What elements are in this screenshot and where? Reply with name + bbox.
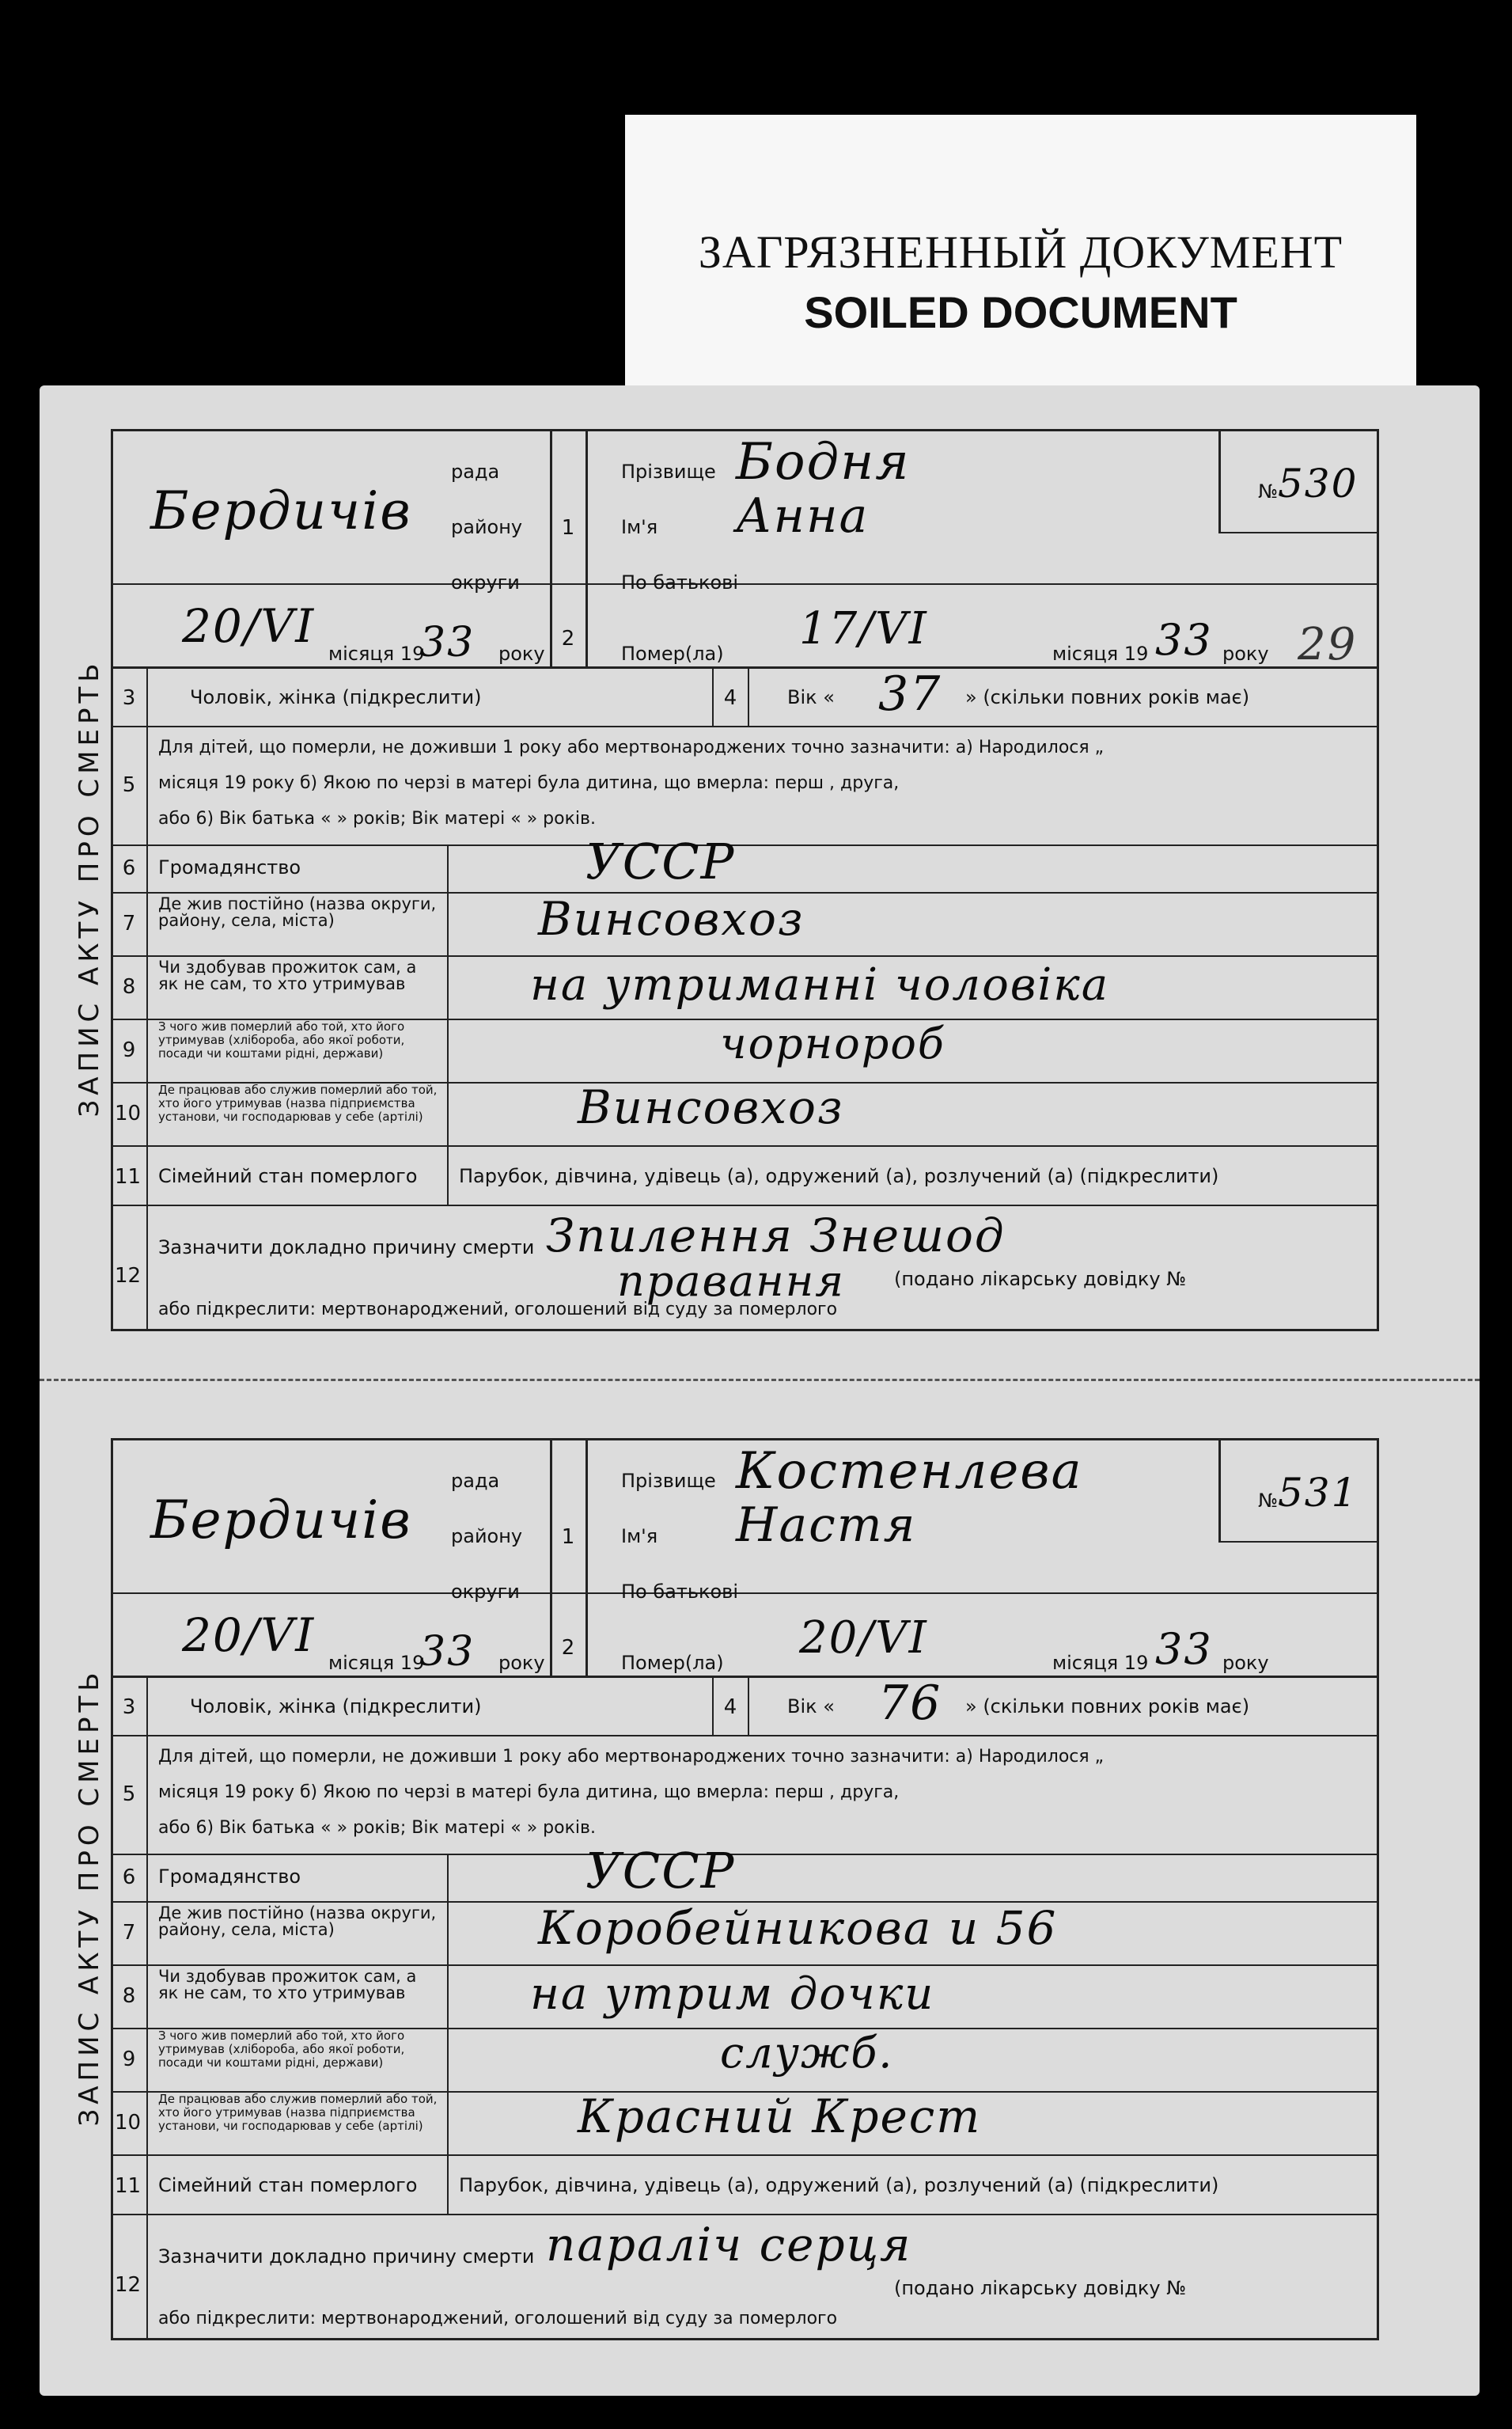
row-number: 3 xyxy=(122,1695,136,1719)
death-record-sheet xyxy=(40,385,1480,2396)
handwritten-number: 531 xyxy=(1278,1470,1359,1516)
header-row1 xyxy=(111,583,1377,585)
label-workplace: Де працював або служив померлий або той, хто його утримував (назва підприємства установи, чи господарював у себе (артілі) xyxy=(158,1083,438,1124)
label-income: З чого жив померлий або той, хто його утримував (хлібороба, або якої роботи, посади чи коштами рідні, держави) xyxy=(158,1019,405,1061)
label-sex: Чоловік, жінка (підкреслити) xyxy=(190,686,482,708)
label-income: З чого жив померлий або той, хто його утримував (хлібороба, або якої роботи, посади чи коштами рідні, держави) xyxy=(158,2029,405,2070)
handwritten-workplace: Винсовхоз xyxy=(578,1080,844,1134)
label-surname: Прізвище xyxy=(621,1470,716,1492)
label-citizenship: Громадянство xyxy=(158,856,301,879)
divider-a xyxy=(550,429,552,666)
label-marital-options: Парубок, дівчина, удівець (а), одружений (а), розлучений (а) (підкреслити) xyxy=(459,2174,1219,2196)
row-number: 2 xyxy=(561,1636,575,1660)
label-okrugy: округи xyxy=(451,1581,520,1603)
row-number: 5 xyxy=(122,1782,136,1806)
label-died-month: місяця 19 xyxy=(1052,1652,1149,1674)
handwritten-death-year: 33 xyxy=(1155,1624,1213,1674)
label-died: Помер(ла) xyxy=(621,1652,724,1674)
age-col-b xyxy=(748,1676,749,1735)
row-sep-1 xyxy=(111,1854,1377,1855)
side-title xyxy=(40,1442,142,2352)
handwritten-income: чорнороб xyxy=(720,1019,945,1068)
handwritten-age: 37 xyxy=(878,666,942,722)
label-roku: року xyxy=(498,643,545,665)
handwritten-reg-date: 20/VI xyxy=(182,599,316,653)
handwritten-surname: Костенлева xyxy=(736,1442,1083,1501)
label-age-end: » (скільки повних років має) xyxy=(965,1695,1250,1717)
row-number: 6 xyxy=(122,1865,136,1889)
row-number: 8 xyxy=(122,975,136,999)
frame-bottom xyxy=(111,2338,1377,2340)
age-col-a xyxy=(712,1676,714,1735)
label-livelihood: Чи здобував прожиток сам, а як не сам, то хто утримував xyxy=(158,1967,417,2002)
label-residence: Де жив постійно (назва округи, району, села, міста) xyxy=(158,894,437,930)
row-sep-3 xyxy=(111,1964,1377,1966)
row-number: 4 xyxy=(723,1695,737,1719)
row-number: 4 xyxy=(723,686,737,710)
label-residence: Де жив постійно (назва округи, району, села, міста) xyxy=(158,1903,437,1939)
label-marital: Сімейний стан померлого xyxy=(158,2174,418,2196)
row-number: 12 xyxy=(115,2273,142,2297)
row-number: 9 xyxy=(122,2048,136,2071)
label-age: Вік « xyxy=(787,1695,835,1717)
label-died-month: місяця 19 xyxy=(1052,643,1149,665)
label-no: № xyxy=(1258,1490,1278,1512)
label-rayon: району xyxy=(451,1525,523,1547)
handwritten-citizenship: УССР xyxy=(585,833,736,890)
handwritten-income: служб. xyxy=(720,2028,894,2078)
label-cause: Зазначити докладно причину смерти xyxy=(158,2245,535,2268)
side-title xyxy=(40,433,142,1343)
handwritten-margin-note: 29 xyxy=(1298,619,1358,670)
label-month-year: місяця 19 xyxy=(328,1652,425,1674)
label-sex: Чоловік, жінка (підкреслити) xyxy=(190,1695,482,1717)
row-sep-0 xyxy=(111,726,1377,727)
label-citizenship: Громадянство xyxy=(158,1865,301,1888)
label-cause-note: (подано лікарську довідку № xyxy=(894,1268,1187,1290)
stamp-english-text: SOILED DOCUMENT xyxy=(804,287,1237,337)
label-children-3: або 6) Вік батька « » років; Вік матері « » років. xyxy=(158,1818,596,1838)
frame-left xyxy=(111,1438,113,2340)
row-number: 10 xyxy=(115,1102,142,1125)
handwritten-reg-date: 20/VI xyxy=(182,1608,316,1662)
handwritten-citizenship: УССР xyxy=(585,1842,736,1900)
soiled-document-stamp xyxy=(625,115,1416,388)
label-age: Вік « xyxy=(787,686,835,708)
label-children-2: місяця 19 року б) Якою по черзі в матері була дитина, що вмерла: перш , друга, xyxy=(158,773,900,793)
row-sep-3 xyxy=(111,955,1377,957)
label-marital-options: Парубок, дівчина, удівець (а), одружений (а), розлучений (а) (підкреслити) xyxy=(459,1165,1219,1187)
row-number: 11 xyxy=(115,1165,142,1189)
label-col xyxy=(447,1854,449,2214)
label-children-1: Для дітей, що померли, не доживши 1 року або мертвонароджених точно зазначити: а) Народилося „ xyxy=(158,738,1105,757)
handwritten-reg-year: 33 xyxy=(419,1628,476,1676)
row-number: 1 xyxy=(561,516,575,540)
row-number: 12 xyxy=(115,1264,142,1288)
frame-top xyxy=(111,1438,1377,1440)
handwritten-reg-year: 33 xyxy=(419,619,476,666)
frame-right xyxy=(1377,429,1379,1331)
handwritten-age: 76 xyxy=(878,1676,942,1731)
row-number: 11 xyxy=(115,2174,142,2198)
label-marital: Сімейний стан померлого xyxy=(158,1165,418,1187)
row-number: 1 xyxy=(561,1525,575,1549)
frame-top xyxy=(111,429,1377,431)
handwritten-residence: Коробейникова и 56 xyxy=(538,1901,1058,1955)
handwritten-cause: параліч серця xyxy=(546,2218,912,2271)
label-name: Ім'я xyxy=(621,1525,658,1547)
label-no: № xyxy=(1258,480,1278,503)
label-livelihood: Чи здобував прожиток сам, а як не сам, то хто утримував xyxy=(158,958,417,993)
row-number: 10 xyxy=(115,2111,142,2135)
label-month-year: місяця 19 xyxy=(328,643,425,665)
row-number: 8 xyxy=(122,1984,136,2008)
label-rayon: району xyxy=(451,516,523,538)
divider-c xyxy=(1218,429,1221,532)
row-number: 2 xyxy=(561,627,575,651)
age-col-b xyxy=(748,666,749,726)
label-cause: Зазначити докладно причину смерти xyxy=(158,1236,535,1258)
handwritten-cause: Зпилення Знешод xyxy=(546,1209,1006,1262)
death-record-2 xyxy=(40,1395,1480,2384)
row-sep-6 xyxy=(111,1145,1377,1147)
handwritten-livelihood: на утрим дочки xyxy=(530,1968,935,2020)
row-sep-1 xyxy=(111,844,1377,846)
number-box-bottom xyxy=(1218,532,1377,533)
label-died-roku: року xyxy=(1222,1652,1269,1674)
death-record-1 xyxy=(40,385,1480,1375)
row-sep-6 xyxy=(111,2154,1377,2156)
label-children-1: Для дітей, що померли, не доживши 1 року або мертвонароджених точно зазначити: а) Народилося „ xyxy=(158,1747,1105,1767)
num-col xyxy=(146,1676,148,2338)
handwritten-name: Настя xyxy=(736,1497,917,1553)
handwritten-death-date: 20/VI xyxy=(799,1612,928,1664)
row-number: 9 xyxy=(122,1038,136,1062)
stamp-russian-text: ЗАГРЯЗНЕННЫЙ ДОКУМЕНТ xyxy=(698,226,1343,278)
header-row1 xyxy=(111,1592,1377,1594)
label-workplace: Де працював або служив померлий або той, хто його утримував (назва підприємства установи, чи господарював у себе (артілі) xyxy=(158,2092,438,2133)
frame-bottom xyxy=(111,1329,1377,1331)
num-col xyxy=(146,666,148,1329)
row-number: 5 xyxy=(122,773,136,797)
label-roku: року xyxy=(498,1652,545,1674)
handwritten-workplace: Красний Крест xyxy=(578,2089,982,2143)
side-title-text: ЗАПИС АКТУ ПРО СМЕРТЬ xyxy=(73,658,105,1118)
handwritten-name: Анна xyxy=(736,488,870,544)
handwritten-death-date: 17/VI xyxy=(799,603,928,655)
row-sep-0 xyxy=(111,1735,1377,1736)
label-patronymic: По батькові xyxy=(621,1581,738,1603)
label-children-2: місяця 19 року б) Якою по черзі в матері була дитина, що вмерла: перш , друга, xyxy=(158,1782,900,1802)
row-sep-7 xyxy=(111,2214,1377,2215)
row-number: 6 xyxy=(122,856,136,880)
header-row2 xyxy=(111,666,1377,669)
divider-c xyxy=(1218,1438,1221,1541)
perforation-line xyxy=(40,1379,1480,1381)
frame-left xyxy=(111,429,113,1331)
handwritten-district: Бердичів xyxy=(150,1490,412,1550)
header-row2 xyxy=(111,1676,1377,1678)
row-number: 7 xyxy=(122,912,136,936)
label-rada: рада xyxy=(451,461,500,483)
label-stillborn: або підкреслити: мертвонароджений, оголошений від суду за померлого xyxy=(158,1300,838,1319)
label-stillborn: або підкреслити: мертвонароджений, оголошений від суду за померлого xyxy=(158,2309,838,2328)
handwritten-livelihood: на утриманні чоловіка xyxy=(530,959,1110,1011)
handwritten-cause-2: правання xyxy=(617,1256,846,1306)
label-age-end: » (скільки повних років має) xyxy=(965,686,1250,708)
label-cause-note: (подано лікарську довідку № xyxy=(894,2277,1187,2299)
label-died: Помер(ла) xyxy=(621,643,724,665)
divider-b xyxy=(585,1438,588,1676)
label-surname: Прізвище xyxy=(621,461,716,483)
handwritten-number: 530 xyxy=(1278,461,1359,507)
label-patronymic: По батькові xyxy=(621,571,738,594)
row-sep-7 xyxy=(111,1205,1377,1206)
label-died-roku: року xyxy=(1222,643,1269,665)
row-number: 7 xyxy=(122,1921,136,1945)
label-children-3: або 6) Вік батька « » років; Вік матері « » років. xyxy=(158,809,596,829)
handwritten-residence: Винсовхоз xyxy=(538,892,805,946)
label-okrugy: округи xyxy=(451,571,520,594)
label-col xyxy=(447,844,449,1205)
age-col-a xyxy=(712,666,714,726)
handwritten-death-year: 33 xyxy=(1155,615,1213,665)
divider-a xyxy=(550,1438,552,1676)
handwritten-district: Бердичів xyxy=(150,480,412,541)
row-number: 3 xyxy=(122,686,136,710)
label-name: Ім'я xyxy=(621,516,658,538)
frame-right xyxy=(1377,1438,1379,2340)
number-box-bottom xyxy=(1218,1541,1377,1543)
side-title-text: ЗАПИС АКТУ ПРО СМЕРТЬ xyxy=(73,1668,105,2127)
divider-b xyxy=(585,429,588,666)
handwritten-surname: Бодня xyxy=(736,433,911,491)
label-rada: рада xyxy=(451,1470,500,1492)
